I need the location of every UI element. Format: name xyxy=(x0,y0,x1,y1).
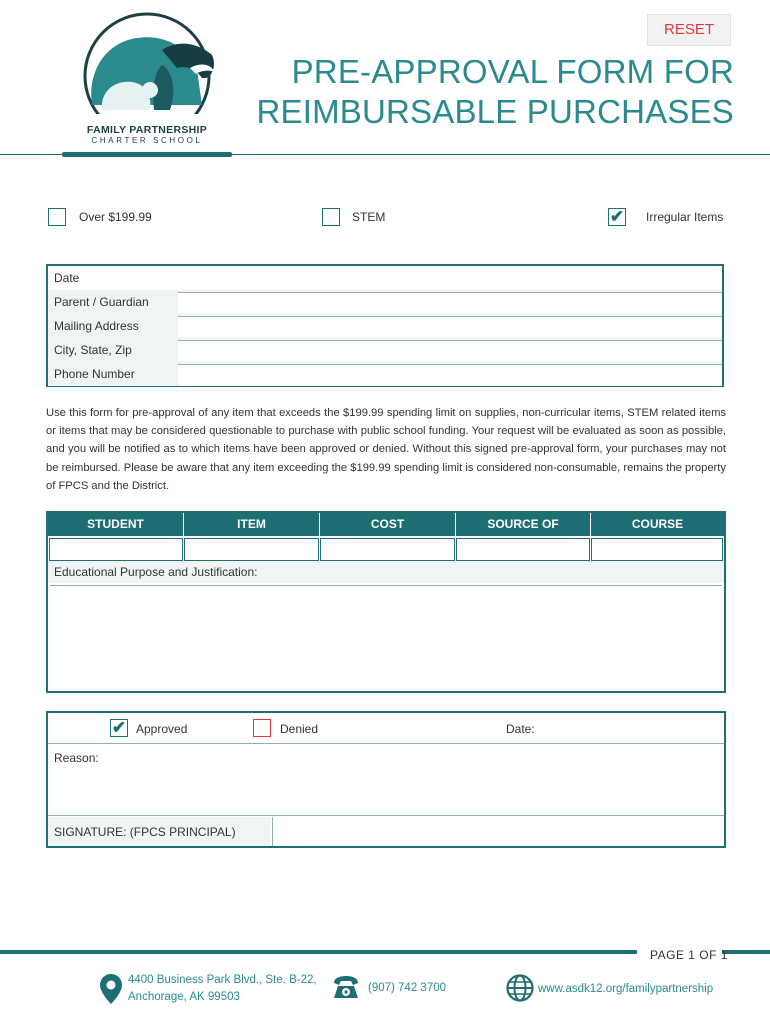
reason-textarea[interactable] xyxy=(48,767,724,816)
header-accent-bar xyxy=(62,152,232,157)
purchase-table-header xyxy=(48,513,724,536)
mailing-address-field[interactable] xyxy=(178,316,722,337)
footer-address xyxy=(128,972,317,1006)
label-approval-date: Date: xyxy=(506,722,535,736)
source-of-purchase-field[interactable] xyxy=(456,538,590,561)
info-row-phone xyxy=(48,362,722,386)
info-label-city: City, State, Zip xyxy=(54,343,132,357)
instructions-paragraph: Use this form for pre-approval of any item that exceeds the $199.99 spending limit on supplies, non-curricular items, STEM related items or items that may be considered questionable to purchase with public school funding. Your request will be evaluated as soon as possible, and you will be notified as to which items have been approved or denied. Without this signed pre-approval form, your purchases may not be reimbursed. Please be aware that any item exceeding the $199.99 spending limit is considered non-consumable, remains the property of FPCS and the District. xyxy=(46,407,726,492)
city-state-zip-field[interactable] xyxy=(178,340,722,361)
logo-text xyxy=(72,124,222,145)
logo-school-name: FAMILY PARTNERSHIP xyxy=(86,124,208,136)
checkbox-over-199[interactable] xyxy=(48,208,66,226)
footer-rule xyxy=(0,950,637,954)
phone-number-field[interactable] xyxy=(178,364,722,386)
label-stem: STEM xyxy=(352,210,386,224)
label-over-199: Over $199.99 xyxy=(79,210,152,224)
approval-date-field[interactable] xyxy=(548,715,720,741)
justification-label: Educational Purpose and Justification: xyxy=(54,565,258,579)
address-line-2: Anchorage, AK 99503 xyxy=(128,991,240,1003)
info-row-address xyxy=(48,314,722,338)
contact-info-table xyxy=(46,264,724,387)
phone-icon xyxy=(332,974,360,1005)
page-title xyxy=(256,52,734,132)
student-field[interactable] xyxy=(49,538,183,561)
reset-button[interactable]: RESET xyxy=(647,14,731,46)
signature-label: SIGNATURE: (FPCS PRINCIPAL) xyxy=(54,825,236,839)
col-header-cost: COST xyxy=(370,517,405,531)
info-row-city xyxy=(48,338,722,362)
info-row-parent xyxy=(48,290,722,314)
footer-rule-end xyxy=(722,950,770,954)
address-line-1: 4400 Business Park Blvd., Ste. B-22, xyxy=(128,974,317,986)
col-header-item: ITEM xyxy=(237,517,266,531)
checkmark-icon: ✔ xyxy=(609,207,625,226)
info-row-date xyxy=(48,266,722,290)
checkbox-irregular-items[interactable] xyxy=(608,208,626,226)
info-label-address: Mailing Address xyxy=(54,319,139,333)
location-pin-icon xyxy=(100,974,122,1009)
reason-label: Reason: xyxy=(54,751,99,765)
globe-icon xyxy=(506,974,534,1007)
approval-table xyxy=(46,711,726,848)
item-field[interactable] xyxy=(184,538,319,561)
info-label-parent: Parent / Guardian xyxy=(54,295,149,309)
col-header-course: COURSE xyxy=(631,517,684,531)
label-irregular-items: Irregular Items xyxy=(646,210,724,224)
checkbox-approved[interactable] xyxy=(110,719,128,737)
course-field[interactable] xyxy=(591,538,723,561)
logo-school-type: CHARTER SCHOOL xyxy=(91,136,203,145)
page-number: PAGE 1 OF 1 xyxy=(650,948,728,962)
justification-textarea[interactable] xyxy=(50,585,722,690)
col-header-student: STUDENT xyxy=(87,517,144,531)
checkmark-icon: ✔ xyxy=(111,718,127,737)
footer-website[interactable]: www.asdk12.org/familypartnership xyxy=(538,983,714,995)
checkbox-denied[interactable] xyxy=(253,719,271,737)
parent-guardian-field[interactable] xyxy=(178,292,722,313)
cost-field[interactable] xyxy=(320,538,455,561)
info-label-date: Date xyxy=(54,271,80,285)
title-line-1: PRE-APPROVAL FORM FOR xyxy=(291,53,734,90)
signature-field[interactable] xyxy=(272,817,725,846)
info-label-phone: Phone Number xyxy=(54,367,135,381)
title-line-2: REIMBURSABLE PURCHASES xyxy=(256,93,734,130)
purchase-table xyxy=(46,511,726,693)
date-field[interactable] xyxy=(178,268,722,288)
footer-phone: (907) 742 3700 xyxy=(368,982,447,994)
checkbox-stem[interactable] xyxy=(322,208,340,226)
label-approved: Approved xyxy=(136,722,188,736)
label-denied: Denied xyxy=(280,722,319,736)
approval-status-row xyxy=(48,713,724,744)
col-header-source: SOURCE OF xyxy=(487,517,559,531)
